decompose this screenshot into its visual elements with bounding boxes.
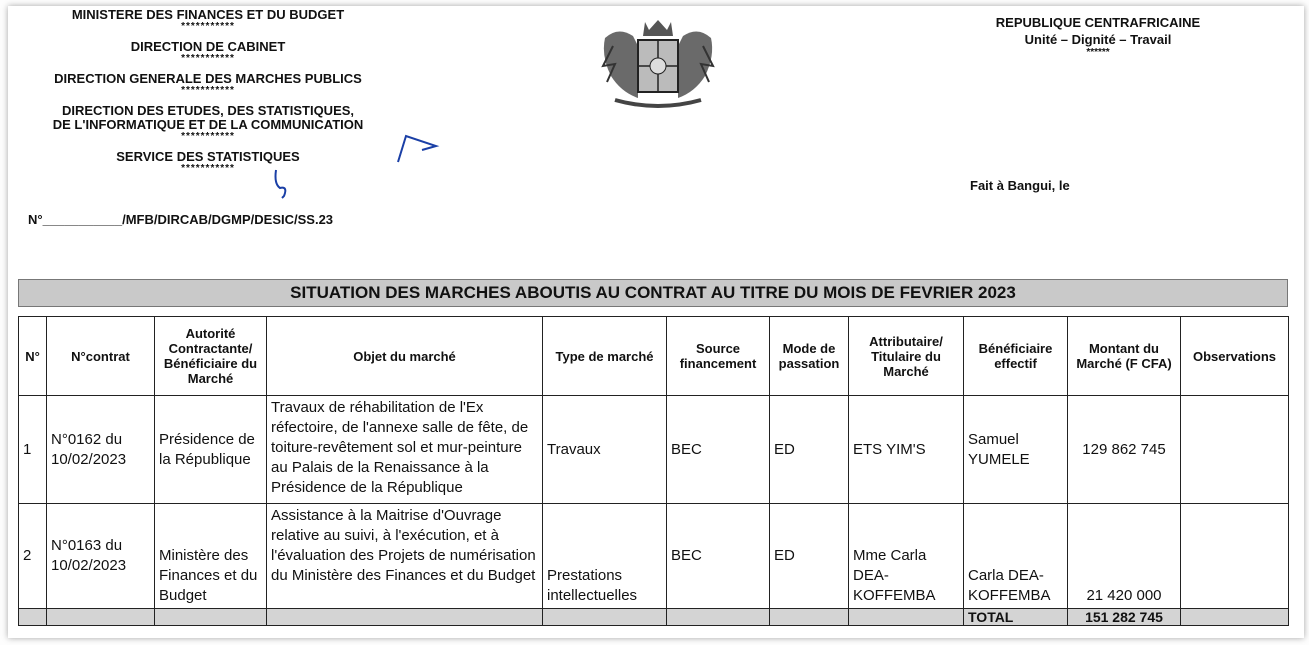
cell-beneficiary: Samuel YUMELE bbox=[964, 396, 1068, 504]
table-row bbox=[19, 396, 1289, 504]
col-header-observations: Observations bbox=[1181, 317, 1289, 396]
separator-stars: *********** bbox=[181, 85, 235, 96]
separator-stars: ****** bbox=[1086, 47, 1110, 58]
place-date: Fait à Bangui, le bbox=[970, 178, 1070, 193]
cell-observations bbox=[1181, 396, 1289, 504]
cell-authority: Ministère des Finances et du Budget bbox=[155, 504, 267, 609]
document-page bbox=[8, 6, 1304, 638]
contracts-table bbox=[18, 316, 1289, 626]
total-row bbox=[19, 609, 1289, 626]
handwritten-initial-icon bbox=[270, 166, 300, 202]
col-header-beneficiary: Bénéficiaire effectif bbox=[964, 317, 1068, 396]
cell-contract: N°0163 du 10/02/2023 bbox=[47, 504, 155, 609]
col-header-amount: Montant du Marché (F CFA) bbox=[1068, 317, 1181, 396]
col-header-type: Type de marché bbox=[543, 317, 667, 396]
separator-stars: *********** bbox=[181, 53, 235, 64]
handwritten-mark-icon bbox=[388, 124, 448, 204]
desic-line-1: DIRECTION DES ETUDES, DES STATISTIQUES, bbox=[61, 103, 355, 118]
document-title: SITUATION DES MARCHES ABOUTIS AU CONTRAT AU TITRE DU MOIS DE FEVRIER 2023 bbox=[18, 279, 1288, 307]
cell-mode: ED bbox=[770, 504, 849, 609]
service-name: SERVICE DES STATISTIQUES bbox=[116, 149, 300, 164]
cell-num: 1 bbox=[19, 396, 47, 504]
header-right bbox=[968, 14, 1228, 58]
ministry-name: MINISTERE DES FINANCES ET DU BUDGET bbox=[71, 7, 345, 22]
total-amount: 151 282 745 bbox=[1068, 609, 1181, 626]
dgmp-name: DIRECTION GENERALE DES MARCHES PUBLICS bbox=[54, 71, 362, 86]
desic-line-2: DE L'INFORMATIQUE ET DE LA COMMUNICATION bbox=[52, 117, 364, 132]
cell-source: BEC bbox=[667, 504, 770, 609]
col-header-contract: N°contrat bbox=[47, 317, 155, 396]
cell-authority: Présidence de la République bbox=[155, 396, 267, 504]
separator-stars: *********** bbox=[181, 131, 235, 142]
header-left bbox=[28, 8, 388, 182]
col-header-object: Objet du marché bbox=[267, 317, 543, 396]
country-name: REPUBLIQUE CENTRAFRICAINE bbox=[995, 15, 1201, 30]
reference-number: N°___________/MFB/DIRCAB/DGMP/DESIC/SS.23 bbox=[28, 212, 334, 227]
col-header-attributaire: Attributaire/ Titulaire du Marché bbox=[849, 317, 964, 396]
total-label: TOTAL bbox=[964, 609, 1068, 626]
col-header-num: N° bbox=[19, 317, 47, 396]
cell-observations bbox=[1181, 504, 1289, 609]
cabinet-name: DIRECTION DE CABINET bbox=[130, 39, 286, 54]
cell-contract: N°0162 du 10/02/2023 bbox=[47, 396, 155, 504]
cell-amount: 129 862 745 bbox=[1068, 396, 1181, 504]
cell-object: Travaux de réhabilitation de l'Ex réfectoire, de l'annexe salle de fête, de toiture-revêtement sol et mur-peinture au Palais de la Renaissance à la Présidence de la République bbox=[267, 396, 543, 504]
cell-object: Assistance à la Maitrise d'Ouvrage relative au suivi, à l'exécution, et à l'évaluation des Projets de numérisation du Ministère des Finances et du Budget bbox=[267, 504, 543, 609]
cell-beneficiary: Carla DEA-KOFFEMBA bbox=[964, 504, 1068, 609]
separator-stars: *********** bbox=[181, 163, 235, 174]
cell-type: Prestations intellectuelles bbox=[543, 504, 667, 609]
cell-num: 2 bbox=[19, 504, 47, 609]
cell-attributaire: ETS YIM'S bbox=[849, 396, 964, 504]
table-header-row bbox=[19, 317, 1289, 396]
national-motto: Unité – Dignité – Travail bbox=[1024, 32, 1172, 47]
cell-source: BEC bbox=[667, 396, 770, 504]
col-header-mode: Mode de passation bbox=[770, 317, 849, 396]
separator-stars: *********** bbox=[181, 21, 235, 32]
table-row bbox=[19, 504, 1289, 609]
cell-amount: 21 420 000 bbox=[1068, 504, 1181, 609]
cell-mode: ED bbox=[770, 396, 849, 504]
col-header-source: Source financement bbox=[667, 317, 770, 396]
col-header-authority: Autorité Contractante/ Bénéficiaire du Marché bbox=[155, 317, 267, 396]
coat-of-arms-icon bbox=[593, 16, 723, 111]
cell-attributaire: Mme Carla DEA-KOFFEMBA bbox=[849, 504, 964, 609]
cell-type: Travaux bbox=[543, 396, 667, 504]
